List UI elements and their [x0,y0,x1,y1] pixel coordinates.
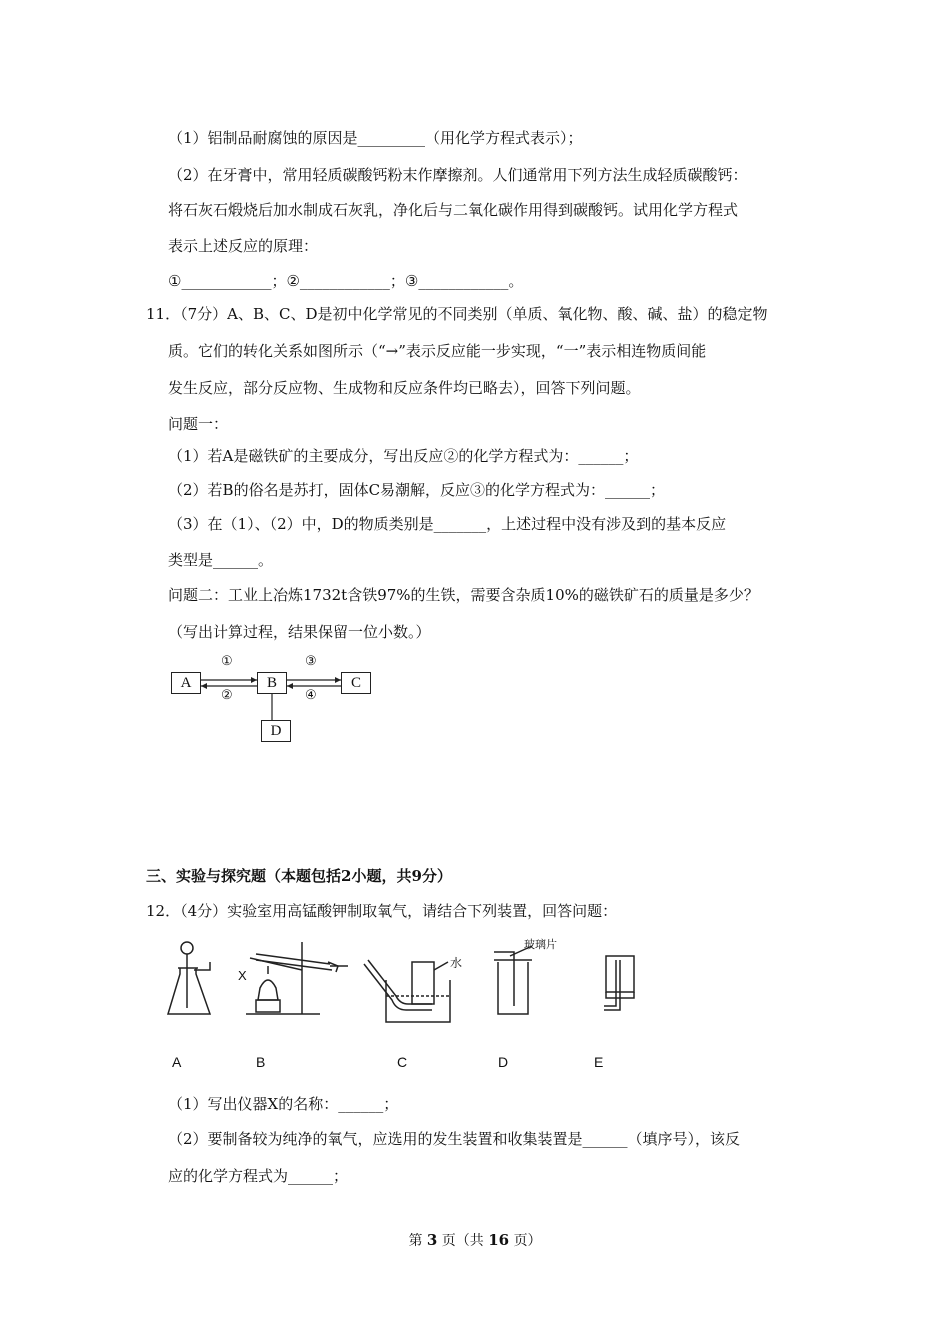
text-line: 将石灰石煅烧后加水制成石灰乳，净化后与二氧化碳作用得到碳酸钙。试用化学方程式 [168,201,739,219]
arrow-label-1: ① [221,654,233,669]
page-footer [0,1230,950,1250]
text-line: 发生反应，部分反应物、生成物和反应条件均已略去），回答下列问题。 [168,379,641,397]
footer-page-number: 3 [426,1231,438,1249]
apparatus-a-drawing [168,942,210,1014]
box-c: C [341,672,371,694]
text-line: 类型是______。 [168,551,274,569]
box-d: D [261,720,291,742]
apparatus-d-drawing [494,946,532,1014]
apparatus-label-a: A [172,1054,182,1070]
apparatus-label-e: E [594,1054,604,1070]
glass-label: 玻璃片 [524,939,557,951]
text-line: 问题二：工业上冶炼1732t含铁97%的生铁，需要含杂质10%的磁铁矿石的质量是多少？ [168,586,759,604]
text-line: （1）若A是磁铁矿的主要成分，写出反应②的化学方程式为：______； [168,447,639,465]
apparatus-label-d: D [498,1054,509,1070]
box-b: B [257,672,287,694]
apparatus-c-drawing [364,960,450,1022]
footer-prefix: 第 [408,1233,423,1249]
arrow-label-2: ② [221,688,233,703]
text-line: （1）铝制品耐腐蚀的原因是_________（用化学方程式表示）； [168,129,583,147]
relation-diagram [165,650,385,750]
apparatus-label-c: C [397,1054,408,1070]
apparatus-b-drawing [246,942,348,1014]
apparatus-e-drawing [604,956,634,1010]
text-line: 应的化学方程式为______； [168,1167,349,1185]
arrow-label-3: ③ [305,654,317,669]
text-line: （2）要制备较为纯净的氧气，应选用的发生装置和收集装置是______（填序号），该反 [168,1130,741,1148]
x-label: X [238,968,247,983]
apparatus-figure [160,930,660,1080]
text-line: 问题一： [168,415,229,433]
text-line: ①____________；②____________；③____________。 [168,272,524,290]
water-label: 水 [450,956,463,970]
text-line: （3）在（1）、（2）中，D的物质类别是_______，上述过程中没有涉及到的基本反应 [168,515,727,533]
text-line: （2）若B的俗名是苏打，固体C易潮解，反应③的化学方程式为：______； [168,481,666,499]
footer-mid: 页（共 [441,1233,484,1249]
text-line: 表示上述反应的原理： [168,237,319,255]
text-line: 12．（4分）实验室用高锰酸钾制取氧气，请结合下列装置，回答问题： [146,902,618,920]
box-a: A [171,672,201,694]
footer-total-pages: 16 [488,1231,510,1249]
text-line: （1）写出仪器X的名称：______； [168,1095,399,1113]
text-line: （2）在牙膏中，常用轻质碳酸钙粉末作摩擦剂。人们通常用下列方法生成轻质碳酸钙： [168,166,748,184]
arrow-label-4: ④ [305,688,317,703]
text-line: 质。它们的转化关系如图所示（“→”表示反应能一步实现，“一”表示相连物质间能 [168,342,707,360]
text-line: 三、实验与探究题（本题包括2小题，共9分） [146,867,452,885]
footer-suffix: 页） [513,1233,542,1249]
text-line: 11．（7分）A、B、C、D是初中化学常见的不同类别（单质、氧化物、酸、碱、盐）的稳定物 [146,305,768,323]
apparatus-label-b: B [256,1054,266,1070]
text-line: （写出计算过程，结果保留一位小数。） [168,623,431,641]
